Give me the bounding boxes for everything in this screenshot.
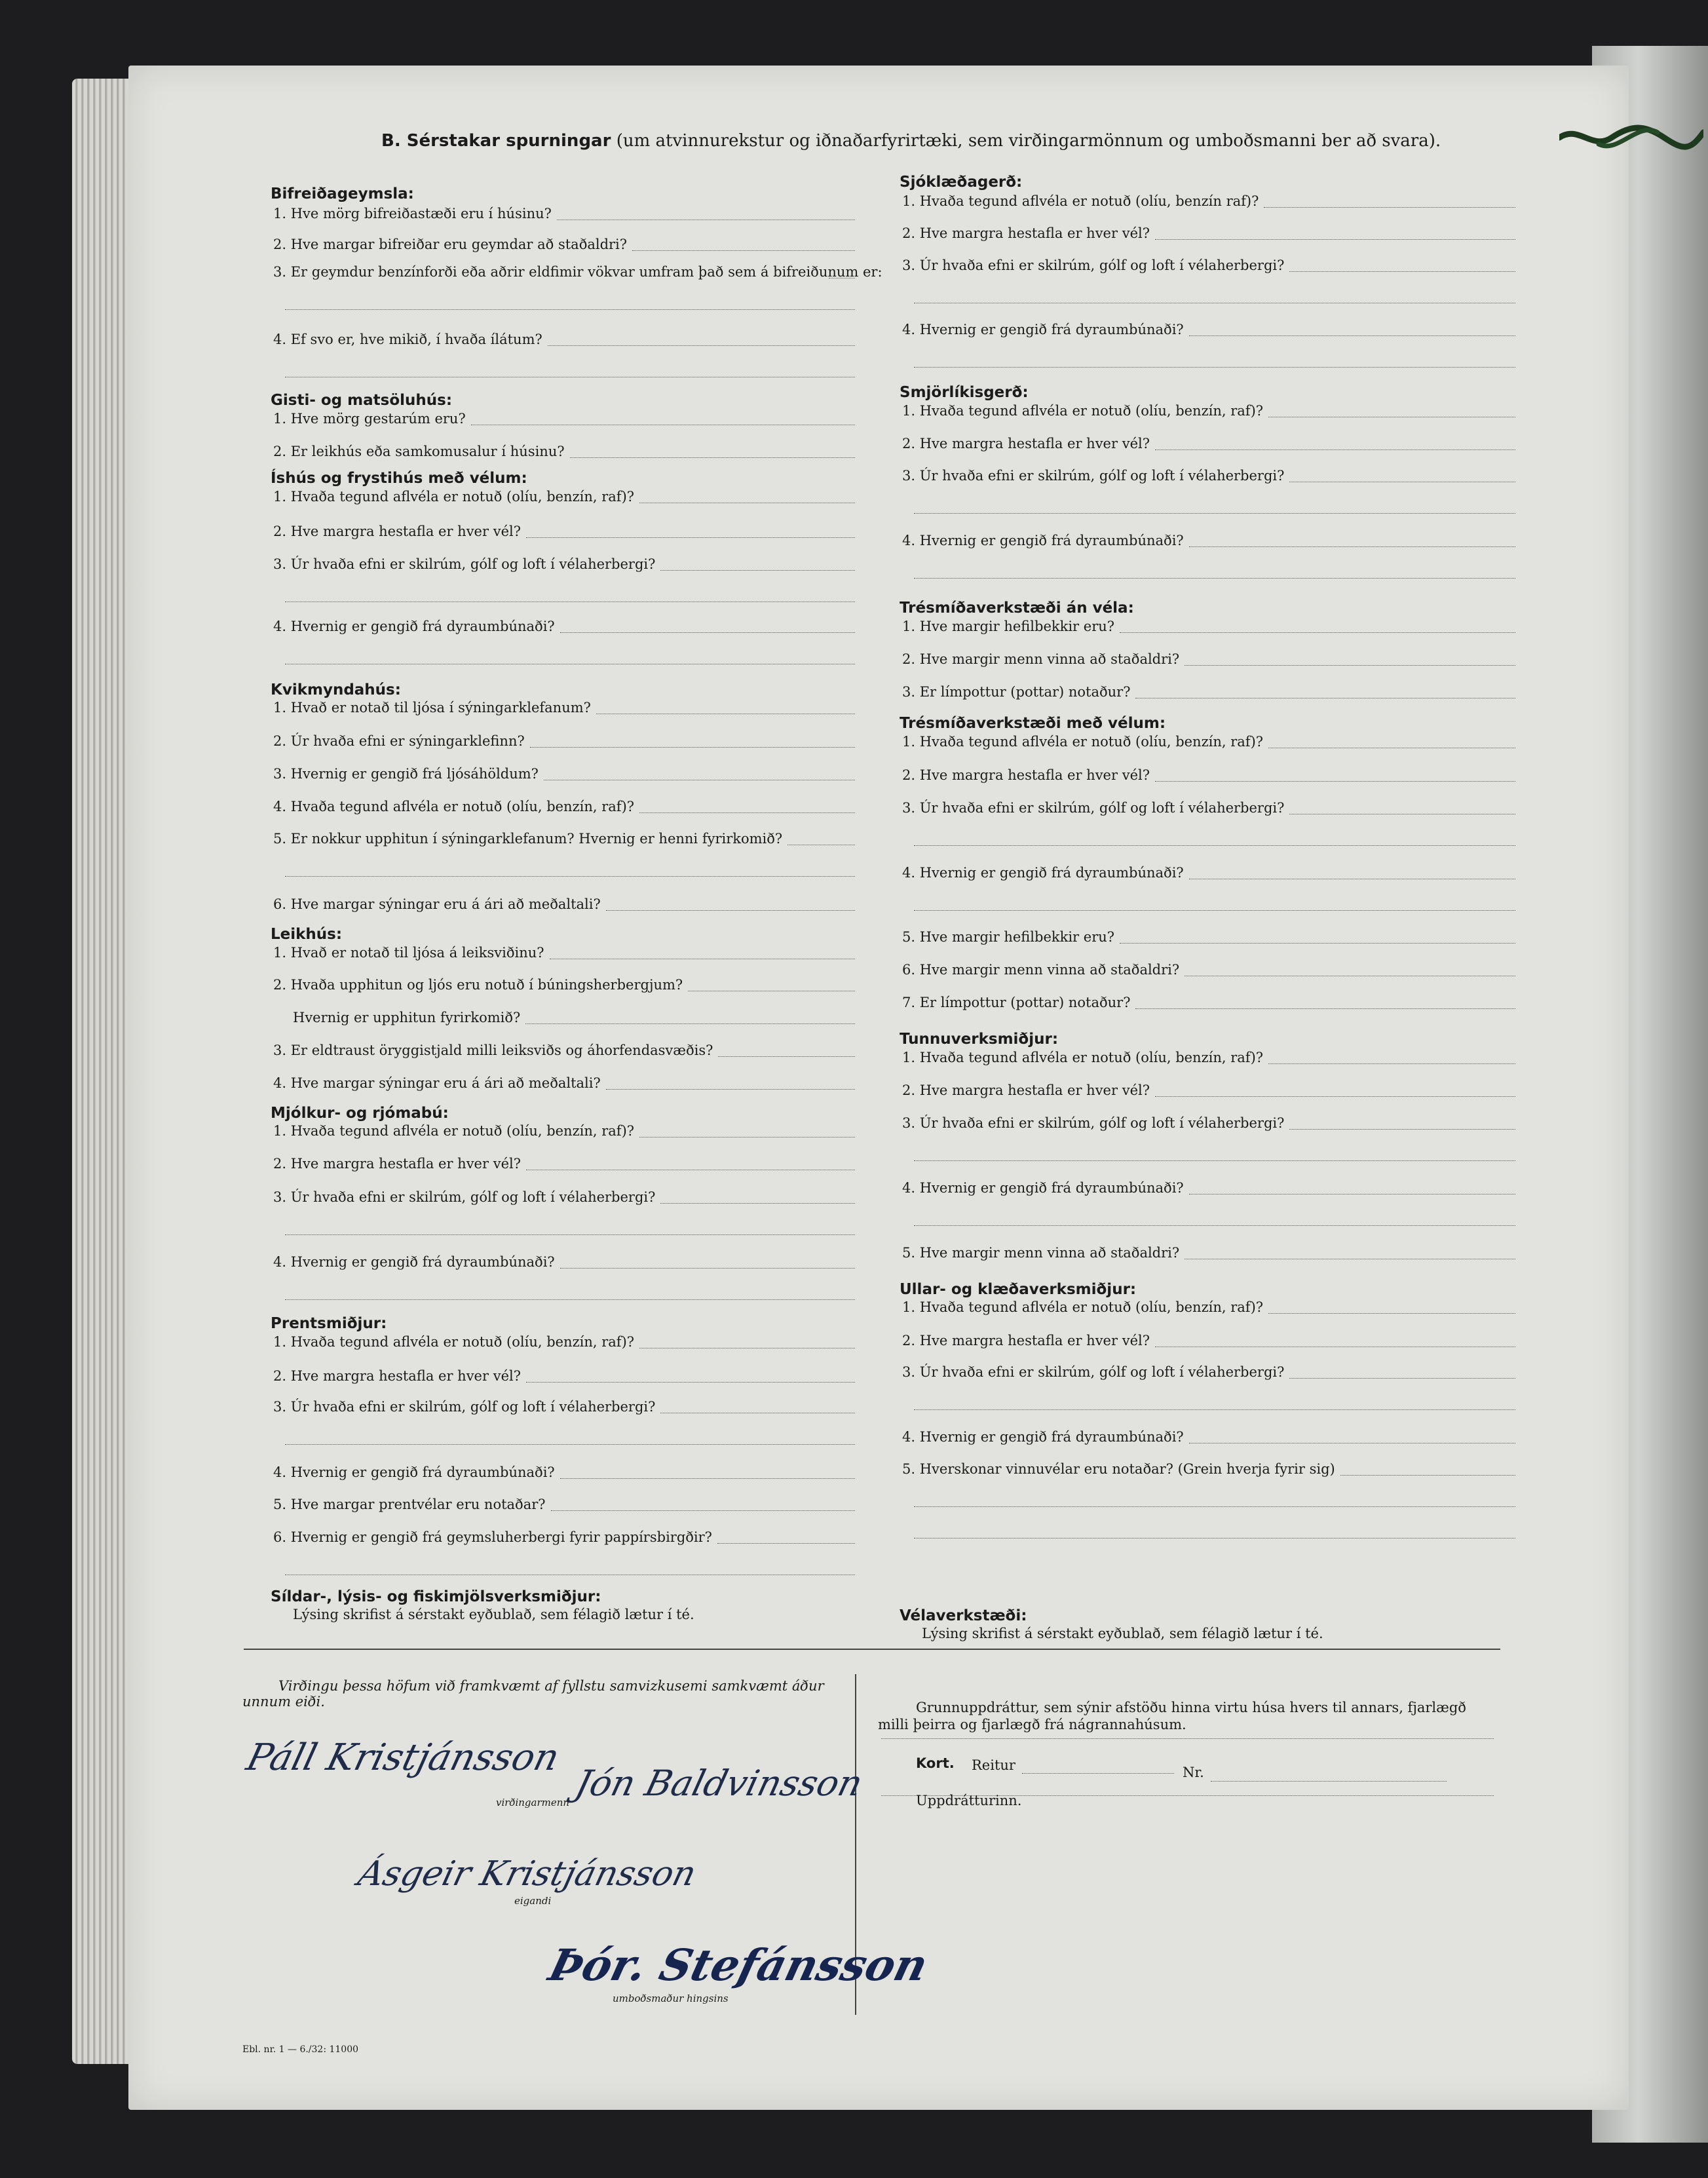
nr-field [1211,1781,1447,1782]
left-question-text: 4. Ef svo er, hve mikið, í hvaða ílátum? [273,332,542,347]
left-answer-field[interactable] [639,812,855,813]
plan-text-line-1: Grunnuppdráttur, sem sýnir afstöðu hinna virtu húsa hvers til annars, fjarlægð [916,1700,1466,1715]
left-answer-field[interactable] [560,1478,855,1479]
right-question-text: 2. Hve margra hestafla er hver vél? [902,1333,1150,1348]
left-question-text: 2. Úr hvaða efni er sýningarklefinn? [273,733,525,749]
left-section-heading: Bifreiðageymsla: [271,185,414,202]
left-section-heading: Leikhús: [271,926,343,943]
right-answer-field[interactable] [1120,943,1515,944]
right-answer-field-continuation[interactable] [914,1225,1515,1226]
right-question-text: 1. Hvaða tegund aflvéla er notuð (olíu, benzín, raf)? [902,734,1264,750]
left-question-text: 1. Hvaða tegund aflvéla er notuð (olíu, benzín, raf)? [273,1334,635,1350]
left-question-text: 6. Hve margar sýningar eru á ári að meðaltali? [273,896,601,912]
left-question-text: 1. Hvaða tegund aflvéla er notuð (olíu, benzín, raf)? [273,1123,635,1139]
plan-text-line-2: milli þeirra og fjarlægð frá nágrannahúsum. [878,1717,1186,1732]
left-answer-field[interactable] [526,537,855,538]
right-answer-field-continuation[interactable] [914,367,1515,368]
right-section-heading: Trésmíðaverkstæði án véla: [900,600,1134,617]
reitur-field [1022,1773,1174,1774]
right-question-text: 2. Hve margra hestafla er hver vél? [902,436,1150,451]
right-question-text: 3. Úr hvaða efni er skilrúm, gólf og loft í vélaherbergi? [902,468,1285,484]
right-question-text: 5. Hverskonar vinnuvélar eru notaðar? (Grein hverja fyrir sig) [902,1461,1335,1477]
left-answer-field-continuation[interactable] [285,1444,855,1445]
plan-underline [881,1738,1494,1739]
left-answer-field[interactable] [525,1023,855,1024]
right-section-heading: Vélaverkstæði: [900,1607,1027,1624]
left-question-text: 4. Hvaða tegund aflvéla er notuð (olíu, benzín, raf)? [273,799,635,814]
right-question-text: 4. Hvernig er gengið frá dyraumbúnaði? [902,865,1184,881]
right-section-heading: Smjörlíkisgerð: [900,384,1029,401]
right-answer-field[interactable] [1264,207,1515,208]
right-question-text: 2. Hve margra hestafla er hver vél? [902,767,1150,783]
right-answer-field-continuation[interactable] [914,845,1515,846]
left-answer-field[interactable] [551,1510,855,1511]
right-answer-field-continuation[interactable] [914,1506,1515,1507]
right-section-heading: Sjóklæðagerð: [900,174,1023,191]
left-answer-field[interactable] [570,457,855,458]
signature-asgeir: Ásgeir Kristjánsson [354,1854,700,1894]
right-question-text: 3. Úr hvaða efni er skilrúm, gólf og loft í vélaherbergi? [902,258,1285,273]
section-title: B. Sérstakar spurningar (um atvinnurekstur og iðnaðarfyrirtæki, sem virðingarmönnum og umboðsmanni ber að svara). [381,131,1441,151]
left-answer-field-continuation[interactable] [285,1234,855,1235]
left-question-text: 4. Hvernig er gengið frá dyraumbúnaði? [273,619,555,634]
right-section-heading: Trésmíðaverkstæði með vélum: [900,715,1166,732]
right-answer-field[interactable] [1268,1063,1515,1064]
right-answer-field[interactable] [1189,335,1515,336]
left-answer-field-continuation[interactable] [285,1299,855,1300]
left-question-text: 2. Hve margra hestafla er hver vél? [273,1156,521,1172]
right-question-text: Lýsing skrifist á sérstakt eyðublað, sem félagið lætur í té. [922,1626,1323,1641]
left-question-text: 2. Er leikhús eða samkomusalur í húsinu? [273,444,565,459]
right-question-text: 5. Hve margir hefilbekkir eru? [902,929,1115,945]
left-answer-field-continuation[interactable] [285,309,855,310]
left-question-text: 2. Hve margar bifreiðar eru geymdar að staðaldri? [273,237,628,252]
right-section-heading: Ullar- og klæðaverksmiðjur: [900,1281,1137,1298]
caption-owner: eigandi [514,1895,552,1907]
left-answer-field[interactable] [606,910,855,911]
right-answer-field[interactable] [1289,1129,1515,1130]
signature-pall: Páll Kristjánsson [242,1736,564,1779]
right-question-text: 6. Hve margir menn vinna að staðaldri? [902,962,1180,978]
left-question-text: 2. Hve margra hestafla er hver vél? [273,1368,521,1384]
left-question-text: 2. Hvaða upphitun og ljós eru notuð í búningsherbergjum? [273,977,683,993]
right-answer-field-continuation[interactable] [914,1409,1515,1410]
footer-top-rule [244,1649,1500,1650]
nr-label: Nr. [1183,1765,1204,1780]
left-question-text: 1. Hvaða tegund aflvéla er notuð (olíu, benzín, raf)? [273,489,635,505]
left-answer-field[interactable] [560,1268,855,1269]
signature-thor: Þór. Stefánsson [544,1939,933,1991]
left-question-text: 4. Hvernig er gengið frá dyraumbúnaði? [273,1254,555,1270]
left-answer-field[interactable] [526,1382,855,1383]
right-answer-field[interactable] [1135,1008,1515,1009]
statement-line-1: Virðingu þessa höfum við framkvæmt af fyllstu samvizkusemi samkvæmt áður [278,1678,824,1694]
right-question-text: 2. Hve margra hestafla er hver vél? [902,1082,1150,1098]
right-question-text: 4. Hvernig er gengið frá dyraumbúnaði? [902,1180,1184,1196]
left-section-heading: Síldar-, lýsis- og fiskimjölsverksmiðjur: [271,1588,601,1605]
binding-string-icon [1559,118,1703,157]
right-question-text: 3. Er límpottur (pottar) notaður? [902,684,1131,700]
left-question-text: 5. Er nokkur upphitun í sýningarklefanum? Hvernig er henni fyrirkomið? [273,831,783,847]
left-answer-field[interactable] [718,1056,855,1057]
left-answer-field[interactable] [660,570,855,571]
left-question-text: 3. Er eldtraust öryggistjald milli leiksviðs og áhorfendasvæðis? [273,1042,713,1058]
right-answer-field[interactable] [1340,1475,1515,1476]
left-section-heading: Gisti- og matsöluhús: [271,392,453,409]
left-question-text: 3. Er geymdur benzínforði eða aðrir eldfimir vökvar umfram það sem á bifreiðunum er: [273,264,882,280]
kort-label: Kort. [916,1755,955,1771]
left-question-text: 2. Hve margra hestafla er hver vél? [273,524,521,539]
left-answer-field-continuation[interactable] [285,876,855,877]
right-answer-field[interactable] [1120,632,1515,633]
left-question-text: 1. Hve mörg bifreiðastæði eru í húsinu? [273,206,552,221]
right-question-text: 7. Er límpottur (pottar) notaður? [902,995,1131,1010]
caption-assessors: virðingarmenn [496,1797,570,1808]
right-question-text: 4. Hvernig er gengið frá dyraumbúnaði? [902,322,1184,337]
left-question-text: 1. Hvað er notað til ljósa á leiksviðinu? [273,945,544,961]
left-question-text: 1. Hvað er notað til ljósa í sýningarklefanum? [273,700,591,716]
left-question-text: Lýsing skrifist á sérstakt eyðublað, sem félagið lætur í té. [293,1607,694,1622]
right-answer-field[interactable] [1189,546,1515,547]
left-answer-field[interactable] [606,1089,855,1090]
right-question-text: 5. Hve margir menn vinna að staðaldri? [902,1245,1180,1261]
right-answer-field-continuation[interactable] [914,1160,1515,1161]
left-question-text: 3. Úr hvaða efni er skilrúm, gólf og loft í vélaherbergi? [273,556,656,572]
left-answer-field[interactable] [548,345,855,346]
left-answer-field[interactable] [560,632,855,633]
left-answer-field[interactable] [717,1543,855,1544]
right-question-text: 1. Hvaða tegund aflvéla er notuð (olíu, benzín, raf)? [902,1299,1264,1315]
right-question-text: 4. Hvernig er gengið frá dyraumbúnaði? [902,533,1184,548]
right-question-text: 3. Úr hvaða efni er skilrúm, gólf og loft í vélaherbergi? [902,1115,1285,1131]
left-section-heading: Íshús og frystihús með vélum: [271,470,527,487]
right-answer-field-continuation[interactable] [914,513,1515,514]
left-question-text: 3. Úr hvaða efni er skilrúm, gólf og loft í vélaherbergi? [273,1399,656,1415]
right-section-heading: Tunnuverksmiðjur: [900,1031,1059,1048]
left-question-text: 3. Úr hvaða efni er skilrúm, gólf og loft í vélaherbergi? [273,1189,656,1205]
right-question-text: 2. Hve margra hestafla er hver vél? [902,225,1150,241]
left-question-text: 3. Hvernig er gengið frá ljósáhöldum? [273,766,539,782]
right-question-text: 3. Úr hvaða efni er skilrúm, gólf og loft í vélaherbergi? [902,1364,1285,1380]
reitur-label: Reitur [972,1757,1015,1773]
right-answer-field[interactable] [1289,271,1515,272]
right-question-text: 1. Hvaða tegund aflvéla er notuð (olíu, benzín, raf)? [902,1050,1264,1065]
right-question-text: 4. Hvernig er gengið frá dyraumbúnaði? [902,1429,1184,1445]
left-answer-field[interactable] [632,250,855,251]
left-question-text: 4. Hvernig er gengið frá dyraumbúnaði? [273,1464,555,1480]
right-answer-field-continuation[interactable] [914,578,1515,579]
left-question-text: 6. Hvernig er gengið frá geymsluherbergi fyrir pappírsbirgðir? [273,1529,712,1545]
right-question-text: 3. Úr hvaða efni er skilrúm, gólf og loft í vélaherbergi? [902,800,1285,816]
left-question-text: 1. Hve mörg gestarúm eru? [273,411,466,427]
left-section-heading: Prentsmiðjur: [271,1315,387,1332]
right-answer-field[interactable] [1185,665,1515,666]
right-answer-field[interactable] [1155,1096,1515,1097]
right-answer-field[interactable] [1155,781,1515,782]
signature-jon: Jón Baldvinsson [571,1763,867,1804]
left-section-heading: Mjólkur- og rjómabú: [271,1105,449,1122]
print-code: Ebl. nr. 1 — 6./32: 11000 [242,2044,359,2055]
right-question-text: 1. Hvaða tegund aflvéla er notuð (olíu, benzín raf)? [902,193,1259,209]
left-question-text: 5. Hve margar prentvélar eru notaðar? [273,1497,546,1512]
right-question-text: 1. Hve margir hefilbekkir eru? [902,619,1115,634]
right-answer-field[interactable] [1268,1313,1515,1314]
statement-line-2: unnum eiði. [242,1694,325,1710]
right-answer-field[interactable] [1289,1378,1515,1379]
left-section-heading: Kvikmyndahús: [271,681,401,698]
caption-agent: umboðsmaður hingsins [613,1993,729,2004]
right-answer-field[interactable] [1155,449,1515,450]
left-question-text: 4. Hve margar sýningar eru á ári að meðaltali? [273,1075,601,1091]
left-answer-field[interactable] [530,747,855,748]
right-question-text: 1. Hvaða tegund aflvéla er notuð (olíu, benzín, raf)? [902,403,1264,419]
drawing-label: Uppdrátturinn. [916,1793,1022,1808]
right-answer-field-continuation[interactable] [914,910,1515,911]
right-answer-field[interactable] [1155,239,1515,240]
left-answer-field[interactable] [660,1203,855,1204]
right-question-text: 2. Hve margir menn vinna að staðaldri? [902,651,1180,667]
left-question-text: Hvernig er upphitun fyrirkomið? [293,1010,521,1025]
